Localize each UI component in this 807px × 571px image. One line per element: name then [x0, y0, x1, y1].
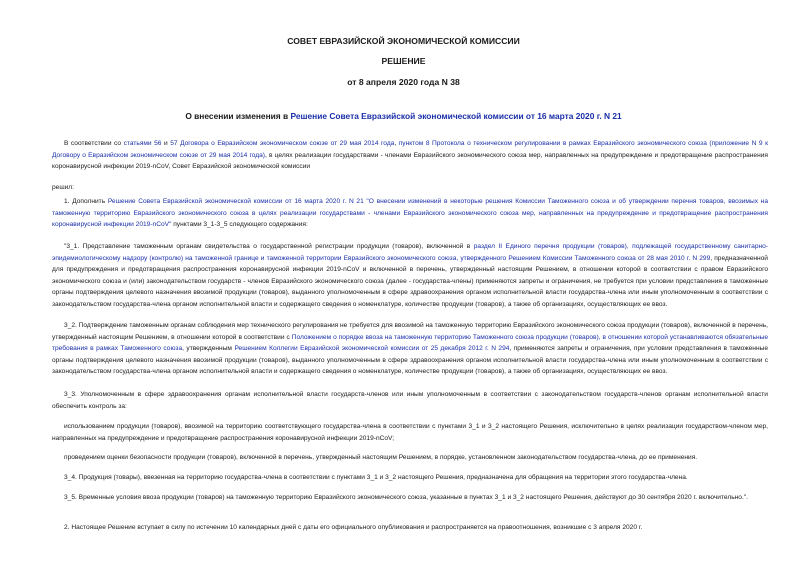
document-type: РЕШЕНИЕ [381, 56, 426, 66]
item-1-text-1: 1. Дополнить [64, 198, 108, 205]
link-import-regulation[interactable]: Положением о порядке ввоза на таможенную территорию Таможенного союза продукции (товаров), в отношении которой устанавливаются обязательные требования в рамках Таможенного союза [52, 333, 768, 352]
clause-3-5-paragraph: 3_5. Временные условия ввоза продукции (товаров) на таможенную территорию Евразийского экономического союза, указанные в пунктах 3_1 и 3_2 настоящего Решения, действуют до 30 сентября 2020 г. включительно.". [64, 494, 748, 501]
document-date: от 8 апреля 2020 года N 38 [347, 77, 460, 87]
document-title [0, 111, 807, 121]
link-decision-21[interactable]: Решение Совета Евразийской экономической комиссии от 16 марта 2020 г. N 21 "О внесении изменений в некоторые решения Комиссии Таможенного союза и об утверждении перечня товаров, ввозимых на таможенную территорию Евразийского экономического союза в целях реализации государствами - членами Евразийского экономического союза мер, направленных на предупреждение и предотвращение распространения коронавирусной инфекции 2019-nCoV" [52, 198, 768, 228]
preamble-text-3: , [394, 140, 399, 147]
preamble-text-4: , в целях реализации государствами - членами Евразийского экономического союза мер, направленных на предупреждение и предотвращение распространения коронавирусной инфекции 2019-nCoV, Совет Евразийской экономической комиссии [52, 151, 768, 170]
issuer-heading: СОВЕТ ЕВРАЗИЙСКОЙ ЭКОНОМИЧЕСКОЙ КОМИССИИ [287, 36, 520, 46]
clause-3-2-text-3: , применяются запреты и ограничения, при условии представления в таможенные органы подтверждения целевого назначения ввозимой продукции (товаров), выданного уполномоченным в сфере здравоохранения органом исполнительной власти государства-члена или иным уполномоченным в соответствии с законодательством государства-члена органом исполнительной власти и содержащего сведения о номенклатуре, количестве продукции (товаров), а также об организациях, осуществляющих ее ввоз. [52, 345, 768, 375]
clause-3-2-paragraph [52, 320, 768, 378]
link-unified-list-section-2[interactable]: раздел II Единого перечня продукции (товаров), подлежащей государственному санитарно-эпидемиологическому надзору (контролю) на таможенной границе и таможенной территории Евразийского экономического союза, утвержденного Решением Комиссии Таможенного союза от 28 мая 2010 г. N 299 [52, 243, 768, 262]
clause-3-1-paragraph [52, 241, 768, 310]
clause-3-3-paragraph: 3_3. Уполномоченным в сфере здравоохранения органам исполнительной власти государств-членов или иным уполномоченным в соответствии с законодательством государств-членов органам исполнительной власти обеспечить контроль за: [52, 391, 768, 410]
preamble-text-2: и [161, 140, 171, 147]
title-prefix: О внесении изменения в [185, 111, 291, 121]
item-1-text-2: пунктами 3_1-3_5 следующего содержания: [171, 221, 308, 228]
clause-3-4-paragraph: 3_4. Продукция (товары), ввезенная на территорию государства-члена в соответствии с пунктами 3_1 и 3_2 настоящего Решения, предназначена для обращения на территории этого государства-члена. [64, 474, 688, 481]
preamble-paragraph [52, 138, 768, 173]
clause-3-1-text-2: , предназначенной для предупреждения и предотвращения распространения коронавирусной инфекции 2019-nCoV и включенной в перечень, утвержденный настоящим Решением, в отношении которой в соответствии с правом Евразийского экономического союза и (или) законодательством государств - членов Евразийского экономического союза (далее - государства-члены) применяются запреты и ограничения, не требуется при условии представления в таможенные органы подтверждения целевого назначения ввозимой продукции (товаров), выданного уполномоченным в сфере здравоохранения органом исполнительной власти государства-члена или иным уполномоченным в соответствии с законодательством государства-члена органом исполнительной власти и содержащего сведения о номенклатуре, количестве продукции (товаров), а также об организациях, осуществляющих ее ввоз. [52, 254, 768, 308]
link-protocol-clause-8[interactable]: пунктом 8 Протокола о техническом регулировании в рамках Евразийского экономического союза (приложение N 9 к Договору о Евразийском экономическом союзе от 29 мая 2014 года) [52, 140, 768, 159]
clause-3-3-item-b: проведением оценки безопасности продукции (товаров), включенной в перечень, утвержденный настоящим Решением, в порядке, установленном законодательством государства-члена, до ее применения. [64, 454, 698, 461]
item-2-paragraph: 2. Настоящее Решение вступает в силу по истечении 10 календарных дней с даты его официального опубликования и распространяется на правоотношения, возникшие с 3 апреля 2020 г. [64, 524, 643, 531]
title-link[interactable]: Решение Совета Евразийской экономической комиссии от 16 марта 2020 г. N 21 [290, 111, 622, 121]
clause-3-1-text-1: "3_1. Представление таможенным органам свидетельства о государственной регистрации продукции (товаров), включенной в [64, 243, 474, 250]
clause-3-2-text-1: 3_2. Подтверждение таможенным органам соблюдения мер технического регулирования не требуется для ввозимой на таможенную территорию Евразийского экономического союза продукции (товаров), включенной в перечень, утвержденный настоящим Решением, в отношении которой в соответствии с [52, 322, 768, 341]
clause-3-2-text-2: , утвержденным [182, 345, 235, 352]
clause-3-3-item-a: использованием продукции (товаров), ввозимой на территорию соответствующего государства-члена в соответствии с пунктами 3_1 и 3_2 настоящего Решения, исключительно в целях реализации государством-членом мер, направленных на предупреждение и предотвращение распространения коронавирусной инфекции 2019-nCoV; [52, 423, 768, 442]
item-1-paragraph [52, 196, 768, 231]
resolved-word: решил: [52, 184, 74, 191]
link-article-56[interactable]: статьями 56 [123, 140, 162, 147]
link-article-57-treaty[interactable]: 57 Договора о Евразийском экономическом союзе от 29 мая 2014 года [170, 140, 395, 147]
preamble-text-1: В соответствии со [64, 140, 124, 147]
link-decision-294[interactable]: Решением Коллегии Евразийской экономической комиссии от 25 декабря 2012 г. N 294 [234, 345, 510, 352]
